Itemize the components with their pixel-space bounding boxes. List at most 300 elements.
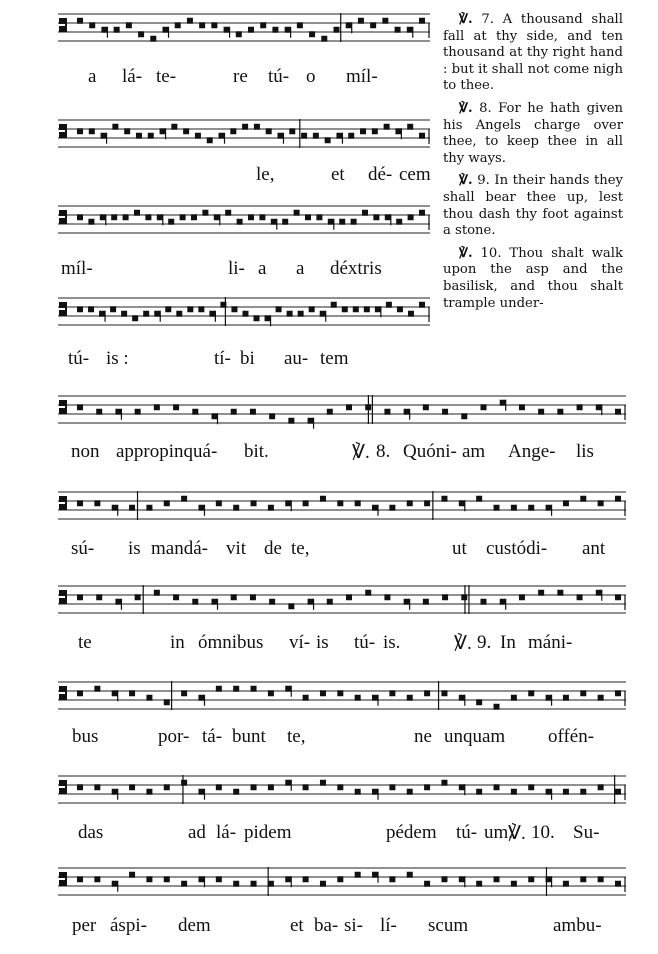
neume-note [265, 315, 271, 321]
staff-svg [58, 198, 430, 240]
syllable: is [316, 632, 329, 653]
neume-note [353, 306, 359, 312]
neume-note [230, 128, 236, 134]
neume-note [269, 599, 275, 605]
neume-note [364, 306, 370, 312]
neume-note [289, 128, 295, 134]
neume-note [259, 214, 265, 220]
neume-note [129, 690, 135, 696]
syllable: is. [383, 632, 401, 653]
syllable: is : [106, 348, 129, 369]
neume-note [100, 214, 106, 220]
neume-note [269, 413, 275, 419]
neume-note [481, 404, 487, 410]
neume-note [285, 686, 291, 692]
neume-note [358, 18, 364, 24]
neume-note [407, 124, 413, 130]
neume-note [233, 881, 239, 887]
neume-note [146, 876, 152, 882]
syllable: si- [344, 915, 363, 936]
syllable: tá- [202, 726, 223, 747]
neume-note [389, 690, 395, 696]
neume-note [546, 505, 552, 511]
neume-note [372, 872, 378, 878]
syllable: et [331, 164, 345, 185]
neume-note [404, 599, 410, 605]
syllable: le, [256, 164, 275, 185]
neume-note [231, 306, 237, 312]
syllable: máni- [528, 632, 573, 653]
syllable: dem [178, 915, 211, 936]
translation-verse-9 [443, 173, 623, 239]
neume-note [146, 505, 152, 511]
c-clef-icon [60, 211, 66, 223]
neume-note [250, 594, 256, 600]
neume-note [187, 18, 193, 24]
staff-svg [58, 768, 626, 810]
syllable: míl- [61, 258, 93, 279]
neume-note [372, 695, 378, 701]
neume-note [157, 214, 163, 220]
neume-note [183, 128, 189, 134]
neume-note [297, 22, 303, 28]
neume-note [251, 686, 257, 692]
staff-svg [58, 674, 626, 716]
lyrics-line [58, 915, 626, 939]
syllable: lis [576, 441, 594, 462]
neume-note [372, 789, 378, 795]
lyrics-line [58, 164, 430, 188]
neume-note [528, 876, 534, 882]
neume-note [251, 500, 257, 506]
syllable: et [290, 915, 304, 936]
neume-note [476, 496, 482, 502]
syllable: ant [582, 538, 606, 559]
neume-note [580, 496, 586, 502]
syllable: ℣. [454, 633, 472, 654]
neume-note [320, 496, 326, 502]
neume-note [362, 210, 368, 216]
chant-system-5 [58, 388, 626, 476]
neume-note [250, 409, 256, 415]
neume-note [372, 505, 378, 511]
neume-note [164, 784, 170, 790]
c-clef-icon [60, 19, 66, 31]
neume-note [419, 133, 425, 139]
staff [58, 674, 626, 716]
versicle-mark: ℣. [459, 12, 473, 27]
neume-note [337, 500, 343, 506]
neume-note [308, 599, 314, 605]
syllable: pédem [386, 822, 437, 843]
neume-note [419, 302, 425, 308]
staff-svg [58, 578, 626, 620]
syllable: lá- [122, 66, 143, 87]
neume-note [285, 876, 291, 882]
syllable: offén- [548, 726, 595, 747]
staff-svg [58, 290, 430, 332]
neume-note [615, 496, 621, 502]
neume-note [303, 784, 309, 790]
syllable: te, [291, 538, 310, 559]
neume-note [216, 686, 222, 692]
lyrics-line [58, 538, 626, 562]
versicle-mark: ℣. [459, 173, 473, 189]
neume-note [135, 594, 141, 600]
neume-note [115, 599, 121, 605]
syllable: unquam [444, 726, 506, 747]
c-clef-icon [60, 687, 66, 699]
neume-note [207, 137, 213, 143]
syllable: tú- [268, 66, 290, 87]
neume-note [346, 22, 352, 28]
neume-note [231, 594, 237, 600]
neume-note [528, 690, 534, 696]
neume-note [101, 133, 107, 139]
neume-note [305, 214, 311, 220]
syllable: déxtris [330, 258, 382, 279]
syllable: dé- [368, 164, 393, 185]
neume-note [459, 876, 465, 882]
neume-note [173, 404, 179, 410]
neume-note [135, 409, 141, 415]
neume-note [557, 409, 563, 415]
neume-note [303, 695, 309, 701]
neume-note [528, 505, 534, 511]
neume-note [165, 306, 171, 312]
neume-note [136, 133, 142, 139]
neume-note [115, 409, 121, 415]
staff-svg [58, 388, 626, 430]
neume-note [519, 594, 525, 600]
neume-note [112, 789, 118, 795]
neume-note [441, 876, 447, 882]
neume-note [164, 500, 170, 506]
neume-note [285, 780, 291, 786]
syllable: ba- [314, 915, 339, 936]
syllable: ambu- [553, 915, 602, 936]
neume-note [89, 128, 95, 134]
neume-note [114, 27, 120, 33]
neume-note [615, 881, 621, 887]
neume-note [154, 311, 160, 317]
neume-note [309, 306, 315, 312]
neume-note [511, 789, 517, 795]
syllable: lí- [380, 915, 397, 936]
neume-note [511, 695, 517, 701]
syllable: Quóni- [403, 441, 457, 462]
neume-note [563, 881, 569, 887]
neume-note [285, 27, 291, 33]
syllable: de [264, 538, 282, 559]
syllable: am [462, 441, 486, 462]
neume-note [494, 784, 500, 790]
neume-note [173, 594, 179, 600]
neume-note [294, 210, 300, 216]
neume-note [214, 214, 220, 220]
neume-note [373, 214, 379, 220]
neume-note [355, 789, 361, 795]
neume-note [89, 22, 95, 28]
syllable: bit. [244, 441, 269, 462]
syllable: 10. [531, 822, 555, 843]
neume-note [150, 36, 156, 42]
staff [58, 578, 626, 620]
syllable: tú- [68, 348, 90, 369]
neume-note [321, 36, 327, 42]
c-clef-icon [60, 401, 66, 413]
syllable: In [500, 632, 516, 653]
syllable: ví- [289, 632, 311, 653]
neume-note [441, 496, 447, 502]
syllable: bi [240, 348, 255, 369]
neume-note [580, 690, 586, 696]
neume-note [615, 789, 621, 795]
staff [58, 768, 626, 810]
translation-verse-10 [443, 246, 623, 312]
neume-note [384, 124, 390, 130]
neume-note [360, 128, 366, 134]
translation-verse-7 [443, 12, 623, 95]
neume-note [441, 780, 447, 786]
neume-note [408, 214, 414, 220]
neume-note [519, 404, 525, 410]
neume-note [154, 590, 160, 596]
neume-note [237, 219, 243, 225]
lyrics-line [58, 441, 626, 465]
syllable: 9. [477, 632, 492, 653]
neume-note [216, 876, 222, 882]
neume-note [77, 594, 83, 600]
neume-note [126, 22, 132, 28]
neume-note [320, 690, 326, 696]
neume-note [494, 876, 500, 882]
neume-note [580, 876, 586, 882]
neume-note [198, 306, 204, 312]
neume-note [337, 690, 343, 696]
lyrics-line [58, 726, 626, 750]
neume-note [598, 500, 604, 506]
syllable: um. [484, 822, 514, 843]
neume-note [288, 418, 294, 424]
neume-note [303, 500, 309, 506]
staff-svg [58, 484, 626, 526]
neume-note [563, 789, 569, 795]
neume-note [528, 784, 534, 790]
neume-note [129, 784, 135, 790]
neume-note [248, 27, 254, 33]
neume-note [251, 784, 257, 790]
neume-note [145, 214, 151, 220]
neume-note [191, 214, 197, 220]
neume-note [99, 311, 105, 317]
neume-note [268, 784, 274, 790]
neume-note [327, 409, 333, 415]
neume-note [598, 784, 604, 790]
neume-note [441, 690, 447, 696]
neume-note [365, 590, 371, 596]
neume-note [212, 599, 218, 605]
neume-note [598, 695, 604, 701]
versicle-mark: ℣. [459, 100, 473, 116]
neume-note [500, 400, 506, 406]
neume-note [88, 306, 94, 312]
neume-note [112, 505, 118, 511]
neume-note [424, 690, 430, 696]
neume-note [224, 27, 230, 33]
neume-note [77, 690, 83, 696]
syllable: te- [156, 66, 177, 87]
neume-note [124, 128, 130, 134]
neume-note [461, 413, 467, 419]
syllable: cem [399, 164, 431, 185]
syllable: sú- [71, 538, 95, 559]
syllable: re [233, 66, 248, 87]
neume-note [181, 881, 187, 887]
syllable: lá- [216, 822, 237, 843]
neume-note [320, 780, 326, 786]
neume-note [511, 881, 517, 887]
neume-note [355, 500, 361, 506]
staff [58, 860, 626, 902]
syllable: a [258, 258, 267, 279]
neume-note [339, 219, 345, 225]
neume-note [389, 784, 395, 790]
syllable: scum [428, 915, 469, 936]
neume-note [198, 505, 204, 511]
neume-note [309, 31, 315, 37]
neume-note [538, 409, 544, 415]
lyrics-line [58, 348, 430, 372]
neume-note [192, 409, 198, 415]
neume-note [123, 214, 129, 220]
neume-note [546, 789, 552, 795]
neume-note [511, 505, 517, 511]
neume-note [242, 124, 248, 130]
neume-note [298, 311, 304, 317]
syllable: is [128, 538, 141, 559]
lyrics-line [58, 258, 430, 282]
neume-note [389, 876, 395, 882]
neume-note [407, 500, 413, 506]
neume-note [77, 214, 83, 220]
neume-note [370, 22, 376, 28]
syllable: por- [158, 726, 190, 747]
neume-note [459, 695, 465, 701]
translation-verse-8 [443, 101, 623, 167]
neume-note [404, 409, 410, 415]
neume-note [288, 603, 294, 609]
neume-note [77, 404, 83, 410]
syllable: mandá- [151, 538, 208, 559]
neume-note [282, 219, 288, 225]
c-clef-icon [60, 781, 66, 793]
neume-note [372, 128, 378, 134]
neume-note [212, 413, 218, 419]
syllable: non [71, 441, 100, 462]
neume-note [96, 594, 102, 600]
neume-note [407, 695, 413, 701]
neume-note [129, 505, 135, 511]
neume-note [334, 27, 340, 33]
neume-note [251, 881, 257, 887]
neume-note [395, 128, 401, 134]
neume-note [198, 876, 204, 882]
chant-system-7 [58, 578, 626, 666]
neume-note [615, 594, 621, 600]
neume-note [268, 505, 274, 511]
neume-note [563, 500, 569, 506]
neume-note [112, 124, 118, 130]
neume-note [77, 128, 83, 134]
neume-note [209, 311, 215, 317]
neume-note [233, 505, 239, 511]
syllable: Ange- [508, 441, 556, 462]
neume-note [459, 784, 465, 790]
neume-note [254, 124, 260, 130]
chant-system-9 [58, 768, 626, 856]
neume-note [268, 881, 274, 887]
neume-note [389, 505, 395, 511]
neume-note [442, 409, 448, 415]
neume-note [424, 500, 430, 506]
neume-note [187, 306, 193, 312]
neume-note [577, 594, 583, 600]
neume-note [77, 500, 83, 506]
neume-note [375, 306, 381, 312]
staff-svg [58, 860, 626, 902]
neume-note [164, 699, 170, 705]
syllable: ℣. [352, 442, 370, 463]
chant-system-4 [58, 290, 430, 378]
syllable: vit [226, 538, 247, 559]
syllable: tú- [456, 822, 478, 843]
neume-note [77, 306, 83, 312]
lyrics-line [58, 822, 626, 846]
c-clef-icon [60, 303, 66, 315]
verse-text: 9. In their hands they shall bear thee up, lest thou dash thy foot against a stone. [443, 173, 623, 239]
neume-note [181, 690, 187, 696]
syllable: pidem [244, 822, 292, 843]
staff [58, 290, 430, 332]
staff [58, 484, 626, 526]
neume-note [580, 789, 586, 795]
neume-note [181, 780, 187, 786]
neume-note [407, 27, 413, 33]
syllable: ad [188, 822, 206, 843]
neume-note [233, 789, 239, 795]
neume-note [500, 599, 506, 605]
neume-note [346, 404, 352, 410]
neume-note [77, 876, 83, 882]
neume-note [407, 872, 413, 878]
syllable: a [88, 66, 97, 87]
neume-note [231, 409, 237, 415]
neume-note [423, 599, 429, 605]
syllable: a [296, 258, 305, 279]
neume-note [385, 214, 391, 220]
neume-note [408, 311, 414, 317]
chant-system-2 [58, 112, 430, 200]
neume-note [419, 210, 425, 216]
neume-note [94, 784, 100, 790]
syllable: bus [72, 726, 99, 747]
neume-note [271, 219, 277, 225]
neume-note [382, 18, 388, 24]
syllable: tem [320, 348, 349, 369]
neume-note [331, 302, 337, 308]
neume-note [132, 315, 138, 321]
